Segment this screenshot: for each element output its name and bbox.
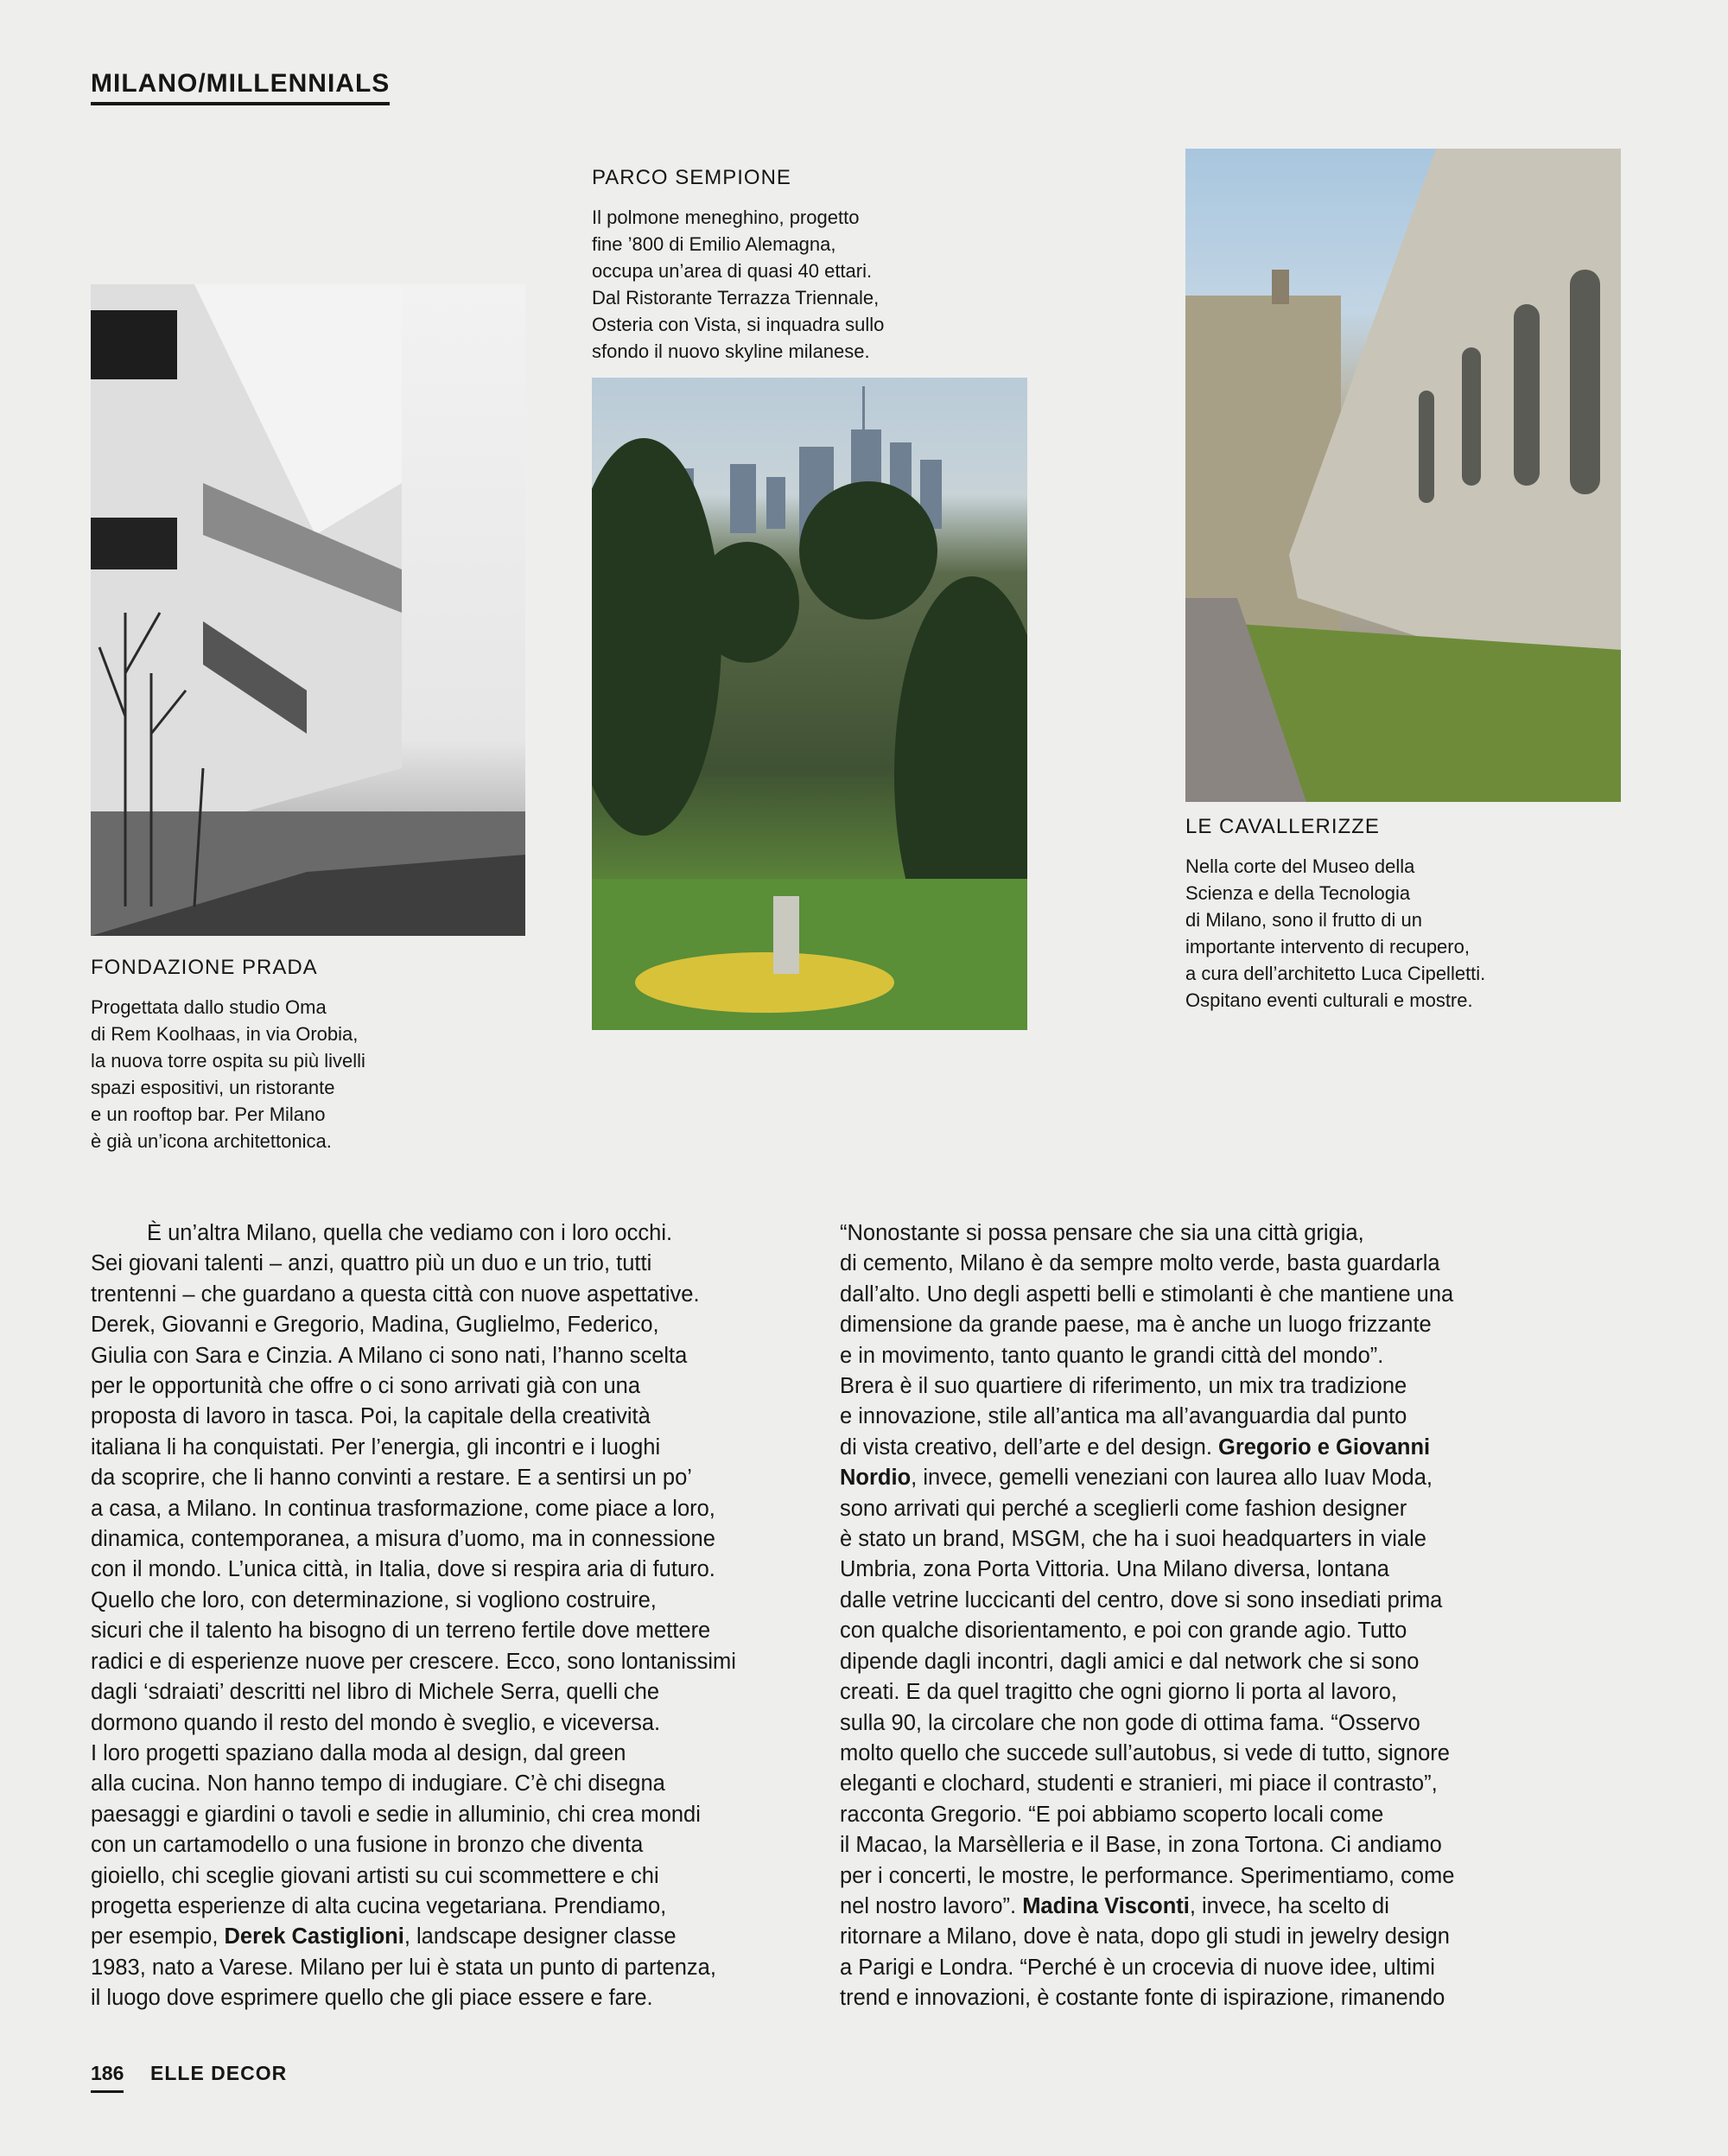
caption-line: a cura dell’architetto Luca Cipelletti. <box>1185 963 1486 984</box>
text-segment: il Macao, la Marsèlleria e il Base, in zona Tortona. Ci andiamo <box>840 1833 1442 1858</box>
text-line <box>840 1769 1454 1799</box>
fondazione-prada-photo <box>91 284 525 936</box>
bold-name: Gregorio e Giovanni <box>1217 1434 1431 1460</box>
text-line <box>91 1892 736 1922</box>
fondazione-prada-caption-text <box>91 994 365 1154</box>
text-segment: dipende dagli incontri, dagli amici e dal network che si sono <box>840 1649 1420 1674</box>
text-line <box>840 1861 1454 1892</box>
text-segment: creati. E da quel tragitto che ogni giorno li porta al lavoro, <box>840 1680 1397 1705</box>
caption-line: di Rem Koolhaas, in via Orobia, <box>91 1023 359 1045</box>
text-line <box>91 1280 736 1310</box>
parco-sempione-photo <box>592 378 1027 1030</box>
text-line <box>91 1218 736 1249</box>
text-segment: progetta esperienze di alta cucina vegetariana. Prendiamo, <box>91 1893 667 1918</box>
text-segment: e innovazione, stile all’antica ma all’avanguardia dal punto <box>840 1404 1407 1429</box>
text-line <box>91 1402 736 1432</box>
text-segment: è stato un brand, MSGM, che ha i suoi headquarters in viale <box>840 1527 1426 1552</box>
article-column-1 <box>91 1218 736 2014</box>
page-number: 186 <box>91 2062 124 2093</box>
text-line <box>840 1524 1454 1555</box>
text-line <box>840 1249 1454 1279</box>
text-segment: dimensione da grande paese, ma è anche un luogo frizzante <box>840 1313 1432 1338</box>
text-line <box>91 1983 736 2013</box>
caption-line: è già un’icona architettonica. <box>91 1130 332 1152</box>
bold-name: Madina Visconti <box>1022 1893 1190 1918</box>
caption-line: Ospitano eventi culturali e mostre. <box>1185 989 1473 1011</box>
text-segment: per esempio, <box>91 1924 225 1949</box>
text-segment: di vista creativo, dell’arte e del design. <box>840 1434 1218 1460</box>
text-segment: con il mondo. L’unica città, in Italia, dove si respira aria di futuro. <box>91 1557 715 1582</box>
article-column-2 <box>840 1218 1454 2014</box>
text-line <box>840 1892 1454 1922</box>
le-cavallerizze-photo <box>1185 149 1621 802</box>
text-segment: con un cartamodello o una fusione in bronzo che diventa <box>91 1833 644 1858</box>
text-line <box>840 1677 1454 1708</box>
text-segment: paesaggi e giardini o tavoli e sedie in alluminio, chi crea mondi <box>91 1802 701 1827</box>
text-line <box>91 1371 736 1402</box>
text-segment: Giulia con Sara e Cinzia. A Milano ci sono nati, l’hanno scelta <box>91 1343 688 1368</box>
text-segment: eleganti e clochard, studenti e stranieri, mi piace il contrasto”, <box>840 1771 1438 1797</box>
text-segment: , landscape designer classe <box>403 1924 677 1949</box>
text-line <box>91 1922 736 1952</box>
text-line <box>840 1218 1454 1249</box>
caption-line: spazi espositivi, un ristorante <box>91 1077 335 1098</box>
text-segment: Derek, Giovanni e Gregorio, Madina, Guglielmo, Federico, <box>91 1313 659 1338</box>
caption-line: occupa un’area di quasi 40 ettari. <box>592 260 873 282</box>
fondazione-prada-caption-title: FONDAZIONE PRADA <box>91 956 318 979</box>
text-line <box>840 1463 1454 1493</box>
text-line <box>840 1555 1454 1585</box>
text-segment: trend e innovazioni, è costante fonte di ispirazione, rimanendo <box>840 1986 1445 2011</box>
text-line <box>91 1494 736 1524</box>
text-segment: I loro progetti spaziano dalla moda al design, dal green <box>91 1740 626 1765</box>
text-segment: e in movimento, tanto quanto le grandi città del mondo”. <box>840 1343 1384 1368</box>
text-line <box>91 1310 736 1340</box>
text-segment: nel nostro lavoro”. <box>840 1893 1023 1918</box>
text-segment: dormono quando il resto del mondo è sveglio, e viceversa. <box>91 1710 661 1735</box>
text-segment: Sei giovani talenti – anzi, quattro più un duo e un trio, tutti <box>91 1251 652 1276</box>
text-segment: a Parigi e Londra. “Perché è un crocevia di nuove idee, ultimi <box>840 1955 1435 1980</box>
text-segment: gioiello, chi sceglie giovani artisti su cui scommettere e chi <box>91 1863 659 1888</box>
text-line <box>91 1800 736 1830</box>
text-segment: di cemento, Milano è da sempre molto verde, basta guardarla <box>840 1251 1440 1276</box>
parco-sempione-caption-title: PARCO SEMPIONE <box>592 166 791 189</box>
text-segment: sulla 90, la circolare che non gode di ottima fama. “Osservo <box>840 1710 1420 1735</box>
text-segment: sono arrivati qui perché a sceglierli come fashion designer <box>840 1496 1407 1521</box>
text-line <box>91 1249 736 1279</box>
text-line <box>840 1280 1454 1310</box>
text-segment: Quello che loro, con determinazione, si vogliono costruire, <box>91 1587 657 1612</box>
caption-line: Il polmone meneghino, progetto <box>592 207 860 228</box>
text-segment: alla cucina. Non hanno tempo di indugiare. C’è chi disegna <box>91 1771 665 1797</box>
text-line <box>840 1310 1454 1340</box>
caption-line: di Milano, sono il frutto di un <box>1185 909 1422 931</box>
text-line <box>840 1953 1454 1983</box>
caption-line: Scienza e della Tecnologia <box>1185 882 1411 904</box>
text-line <box>840 1433 1454 1463</box>
text-line <box>840 1830 1454 1860</box>
text-line <box>91 1953 736 1983</box>
caption-line: sfondo il nuovo skyline milanese. <box>592 340 870 362</box>
caption-line: Osteria con Vista, si inquadra sullo <box>592 314 885 335</box>
caption-line: la nuova torre ospita su più livelli <box>91 1050 365 1072</box>
text-line <box>91 1647 736 1677</box>
text-line <box>91 1677 736 1708</box>
text-segment: “Nonostante si possa pensare che sia una città grigia, <box>840 1221 1364 1245</box>
bold-name: Nordio <box>840 1466 912 1491</box>
text-segment: È un’altra Milano, quella che vediamo con i loro occhi. <box>147 1221 673 1245</box>
text-line <box>91 1769 736 1799</box>
text-segment: trentenni – che guardano a questa città con nuove aspettative. <box>91 1282 700 1307</box>
text-line <box>91 1524 736 1555</box>
text-line <box>91 1708 736 1739</box>
text-line <box>840 1922 1454 1952</box>
text-segment: per i concerti, le mostre, le performance. Sperimentiamo, come <box>840 1863 1455 1888</box>
caption-line: importante intervento di recupero, <box>1185 936 1470 957</box>
text-segment: , invece, ha scelto di <box>1189 1893 1389 1918</box>
text-line <box>91 1433 736 1463</box>
text-line <box>91 1739 736 1769</box>
text-segment: racconta Gregorio. “E poi abbiamo scoperto locali come <box>840 1802 1384 1827</box>
text-line <box>840 1983 1454 2013</box>
text-line <box>840 1371 1454 1402</box>
text-line <box>91 1586 736 1616</box>
text-segment: a casa, a Milano. In continua trasformazione, come piace a loro, <box>91 1496 715 1521</box>
text-segment: molto quello che succede sull’autobus, si vede di tutto, signore <box>840 1740 1450 1765</box>
text-line <box>840 1341 1454 1371</box>
text-segment: ritornare a Milano, dove è nata, dopo gli studi in jewelry design <box>840 1924 1450 1949</box>
text-segment: 1983, nato a Varese. Milano per lui è stata un punto di partenza, <box>91 1955 716 1980</box>
le-cavallerizze-caption-text <box>1185 853 1485 1014</box>
text-segment: dall’alto. Uno degli aspetti belli e stimolanti è che mantiene una <box>840 1282 1454 1307</box>
text-line <box>91 1861 736 1892</box>
caption-line: e un rooftop bar. Per Milano <box>91 1103 326 1125</box>
text-segment: dagli ‘sdraiati’ descritti nel libro di Michele Serra, quelli che <box>91 1680 660 1705</box>
text-line <box>91 1616 736 1646</box>
text-segment: dinamica, contemporanea, a misura d’uomo, ma in connessione <box>91 1527 715 1552</box>
text-line <box>91 1555 736 1585</box>
text-segment: , invece, gemelli veneziani con laurea allo Iuav Moda, <box>911 1466 1433 1491</box>
text-segment: per le opportunità che offre o ci sono arrivati già con una <box>91 1374 641 1399</box>
text-segment: italiana li ha conquistati. Per l’energia, gli incontri e i luoghi <box>91 1434 661 1460</box>
text-line <box>840 1586 1454 1616</box>
caption-line: Nella corte del Museo della <box>1185 855 1415 877</box>
text-segment: sicuri che il talento ha bisogno di un terreno fertile dove mettere <box>91 1619 711 1644</box>
text-segment: Brera è il suo quartiere di riferimento, un mix tra tradizione <box>840 1374 1407 1399</box>
magazine-name: ELLE DECOR <box>150 2062 288 2084</box>
text-segment: radici e di esperienze nuove per crescere. Ecco, sono lontanissimi <box>91 1649 736 1674</box>
text-segment: il luogo dove esprimere quello che gli piace essere e fare. <box>91 1986 653 2011</box>
caption-line: Dal Ristorante Terrazza Triennale, <box>592 287 880 308</box>
caption-line: fine ’800 di Emilio Alemagna, <box>592 233 836 255</box>
bold-name: Derek Castiglioni <box>224 1924 404 1949</box>
text-line <box>840 1708 1454 1739</box>
text-segment: con qualche disorientamento, e poi con grande agio. Tutto <box>840 1619 1407 1644</box>
text-line <box>840 1494 1454 1524</box>
text-line <box>840 1739 1454 1769</box>
section-title: MILANO/MILLENNIALS <box>91 69 390 105</box>
text-line <box>91 1463 736 1493</box>
text-line <box>91 1341 736 1371</box>
parco-sempione-caption-text <box>592 204 884 365</box>
text-segment: da scoprire, che li hanno convinti a restare. E a sentirsi un po’ <box>91 1466 692 1491</box>
text-segment: proposta di lavoro in tasca. Poi, la capitale della creatività <box>91 1404 651 1429</box>
text-line <box>840 1616 1454 1646</box>
text-segment: dalle vetrine luccicanti del centro, dove si sono insediati prima <box>840 1587 1443 1612</box>
text-line <box>840 1402 1454 1432</box>
caption-line: Progettata dallo studio Oma <box>91 996 327 1018</box>
text-line <box>840 1800 1454 1830</box>
text-line <box>840 1647 1454 1677</box>
le-cavallerizze-caption-title: LE CAVALLERIZZE <box>1185 815 1380 838</box>
text-segment: Umbria, zona Porta Vittoria. Una Milano diversa, lontana <box>840 1557 1389 1582</box>
text-line <box>91 1830 736 1860</box>
